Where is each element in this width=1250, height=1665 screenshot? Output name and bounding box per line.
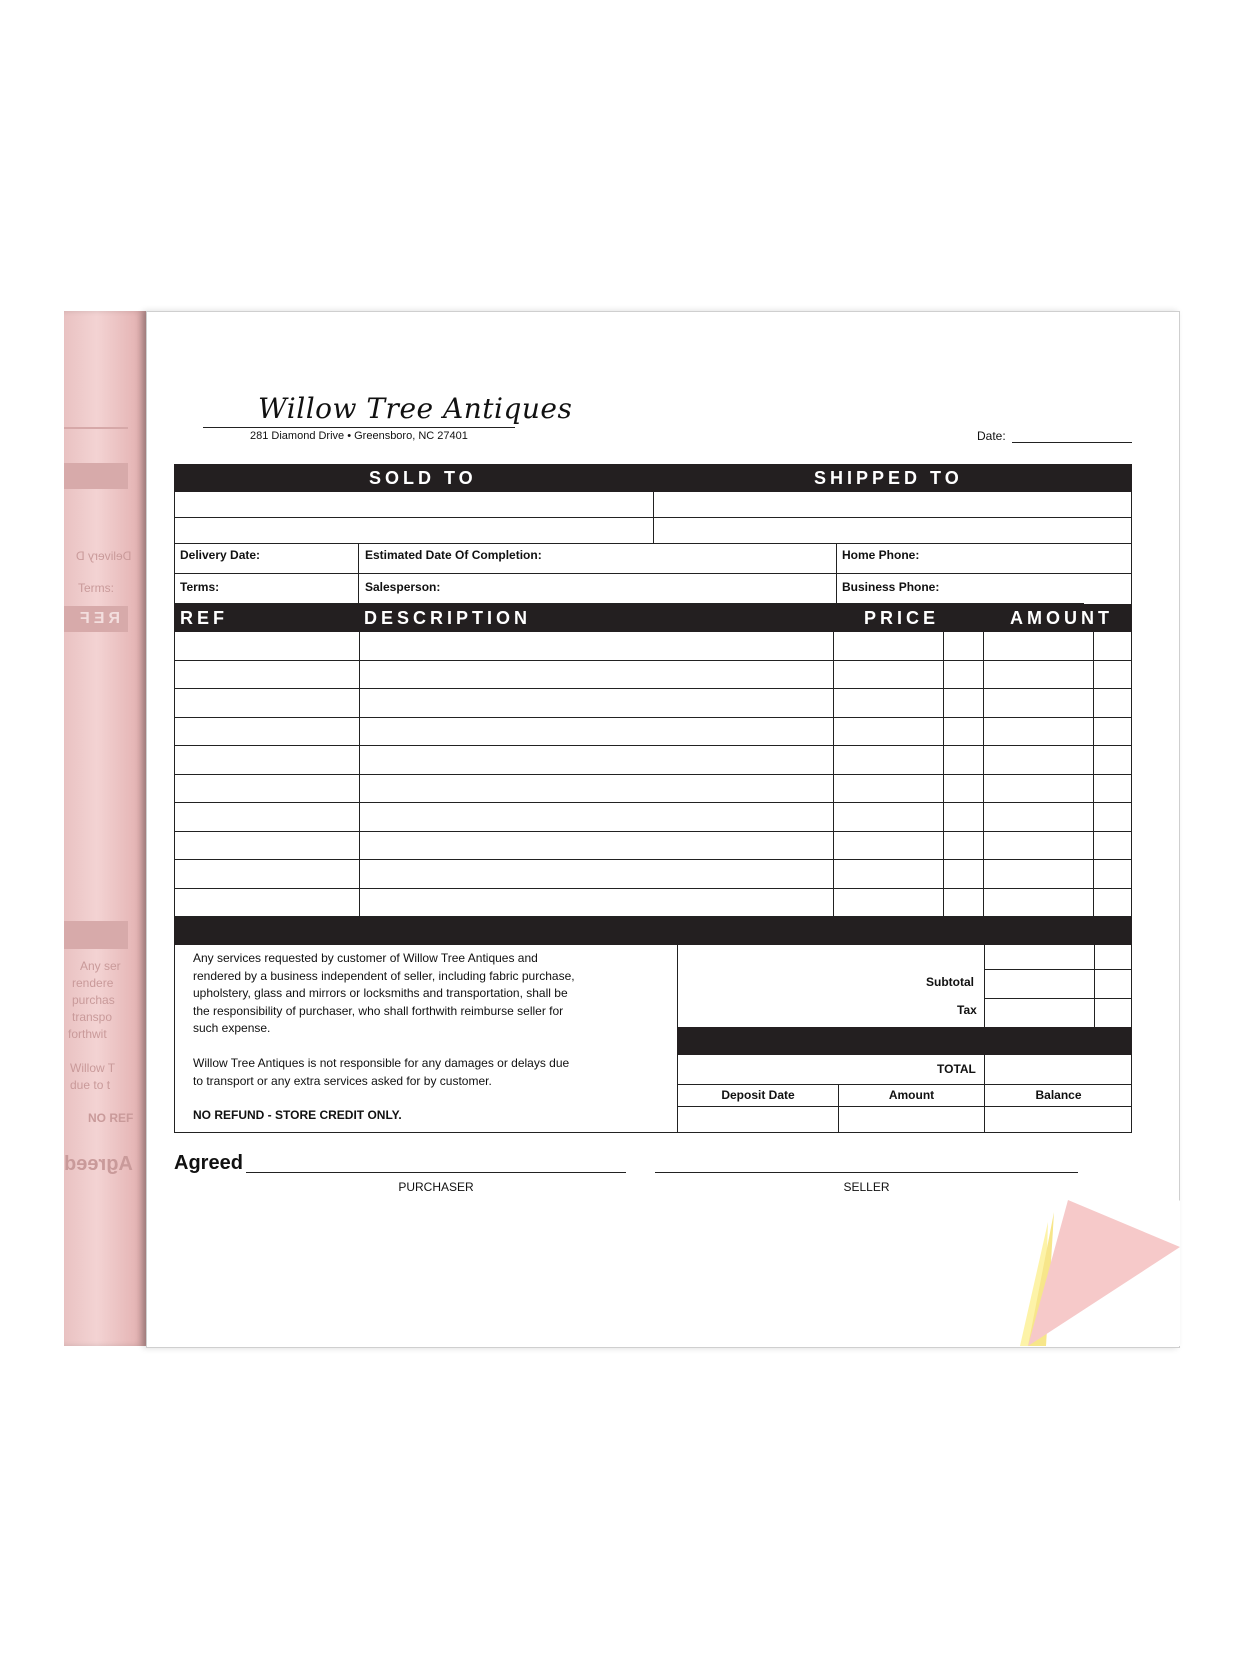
binding-ghost-purchase: purchas [72, 993, 115, 1007]
subtotal-label: Subtotal [926, 975, 974, 989]
binding-ghost-no-refund: NO REF [88, 1111, 134, 1125]
deposit-amount-field[interactable] [840, 1108, 983, 1132]
amount-column-header: AMOUNT [1010, 607, 1113, 628]
table-row[interactable] [175, 746, 1131, 775]
seller-caption: SELLER [843, 1180, 890, 1194]
rule [677, 1084, 1132, 1085]
table-row[interactable] [175, 775, 1131, 804]
shipped-to-line-2[interactable] [655, 519, 1130, 541]
sold-ship-divider [653, 492, 654, 543]
table-row[interactable] [175, 632, 1131, 661]
binding-ghost-rendered: rendere [72, 976, 114, 990]
binding-ghost-delivery: Delivery D [76, 549, 132, 563]
salesperson-label: Salesperson: [365, 580, 441, 594]
deposit-date-label: Deposit Date [721, 1088, 795, 1102]
refund-policy: NO REFUND - STORE CREDIT ONLY. [193, 1108, 402, 1122]
tax-field[interactable] [986, 1000, 1093, 1026]
binding-ghost-agreed: Agreed [64, 1153, 133, 1175]
subtotal-field[interactable] [986, 972, 1093, 996]
column-divider [943, 632, 944, 917]
binding-ghost-terms: Terms: [78, 581, 114, 595]
table-row[interactable] [175, 832, 1131, 861]
binding-rule [64, 427, 128, 429]
table-row[interactable] [175, 803, 1131, 832]
ref-column-header: REF [180, 607, 228, 628]
agreed-label: Agreed [174, 1152, 243, 1174]
rule [984, 998, 1132, 999]
terms-label: Terms: [180, 580, 220, 594]
binding-ghost-transport: transpo [72, 1010, 113, 1024]
home-phone-label: Home Phone: [842, 548, 920, 562]
logo-underline [203, 427, 515, 428]
binding-ghost-willow: Willow T [70, 1061, 116, 1075]
balance-field[interactable] [986, 1108, 1130, 1132]
divider [358, 543, 359, 603]
column-divider [1093, 632, 1094, 917]
services-notice: Any services requested by customer of Willow Tree Antiques and rendered by a business independent of seller, including fabric purchase, upholstery, glass and mirrors or locksmiths and transportation, shall be the responsibility of purchaser, who shall forthwith reimburse seller for such expense. [193, 951, 575, 1035]
total-label: TOTAL [937, 1062, 976, 1076]
divider [984, 945, 985, 1028]
delivery-date-label: Delivery Date: [180, 548, 261, 562]
binding-ghost-any: Any ser [80, 959, 121, 973]
rule [677, 1106, 1132, 1107]
table-row[interactable] [175, 661, 1131, 690]
description-column-header: DESCRIPTION [364, 607, 532, 628]
divider [838, 1084, 839, 1133]
table-row[interactable] [175, 718, 1131, 747]
seller-signature-line[interactable] [655, 1172, 1078, 1173]
page-curl-corner [1010, 1200, 1180, 1346]
table-row[interactable] [175, 889, 1131, 918]
purchaser-signature-line[interactable] [246, 1172, 626, 1173]
binding-ghost-due: due to t [70, 1078, 111, 1092]
binding-ghost-ref: REF [76, 610, 120, 627]
items-table [174, 632, 1132, 917]
date-label: Date: [977, 429, 1006, 443]
balance-label: Balance [1035, 1088, 1082, 1102]
company-logo: Willow Tree Antiques [258, 392, 573, 425]
binding-ghost-forthwith: forthwit [68, 1027, 107, 1041]
shipped-to-line-1[interactable] [655, 494, 1130, 516]
total-field[interactable] [986, 1057, 1130, 1083]
tax-label: Tax [957, 1003, 977, 1017]
table-row[interactable] [175, 689, 1131, 718]
amount-label: Amount [888, 1088, 935, 1102]
column-divider [359, 632, 360, 917]
binding-strip [64, 311, 146, 1346]
divider [984, 1055, 985, 1133]
frame-right [1131, 492, 1132, 604]
rule [174, 543, 1132, 544]
totals-bar [677, 1027, 1132, 1055]
binding-bar [64, 463, 128, 489]
column-divider [833, 632, 834, 917]
rule [174, 573, 1132, 574]
sold-to-line-1[interactable] [176, 494, 651, 516]
estimated-completion-label: Estimated Date Of Completion: [365, 548, 542, 562]
divider [836, 543, 837, 603]
frame-left [174, 492, 175, 604]
binding-bar [64, 921, 128, 949]
price-column-header: PRICE [864, 607, 940, 628]
items-header-bar [174, 604, 1132, 632]
shipped-to-heading: SHIPPED TO [814, 467, 963, 488]
sold-to-line-2[interactable] [176, 519, 651, 541]
purchaser-caption: PURCHASER [398, 1180, 474, 1194]
section-header-bar [174, 464, 1132, 492]
deposit-date-field[interactable] [679, 1108, 837, 1132]
liability-notice: Willow Tree Antiques is not responsible for any damages or delays due to transport or any extra services asked for by customer. [193, 1056, 570, 1088]
date-field[interactable] [1012, 442, 1132, 443]
sold-to-heading: SOLD TO [369, 467, 477, 488]
table-row[interactable] [175, 860, 1131, 889]
rule [984, 969, 1132, 970]
divider [1094, 945, 1095, 1028]
column-divider [983, 632, 984, 917]
business-phone-label: Business Phone: [842, 580, 940, 594]
company-address: 281 Diamond Drive • Greensboro, NC 27401 [250, 430, 468, 442]
items-footer-bar [174, 917, 1132, 945]
